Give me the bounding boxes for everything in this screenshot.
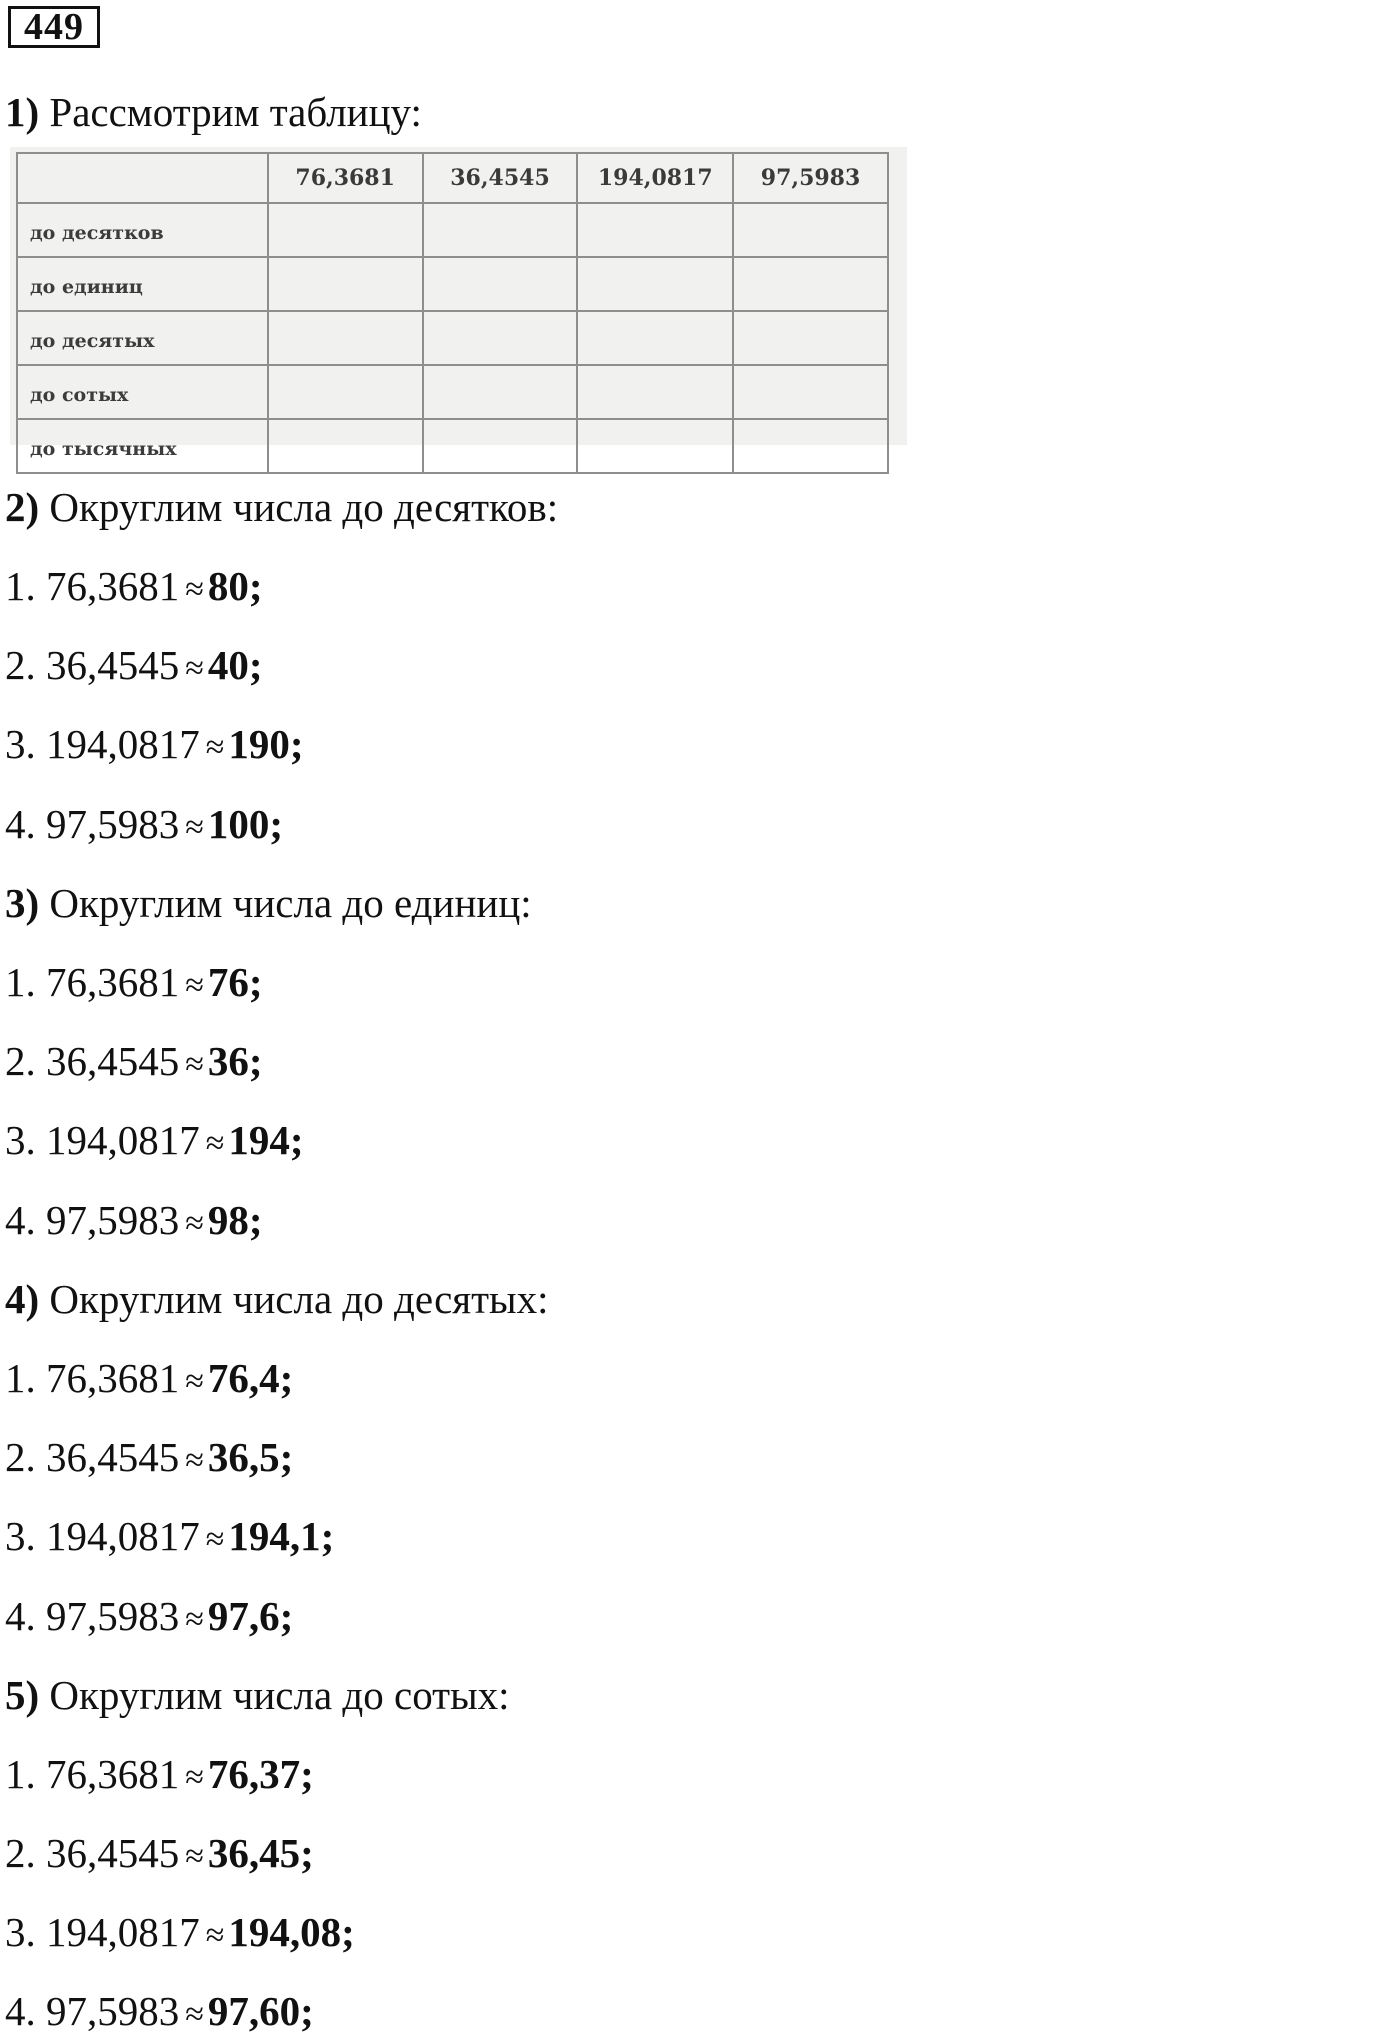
item-result: 194; xyxy=(228,1117,304,1163)
table-cell xyxy=(577,365,733,419)
approx-sign: ≈ xyxy=(205,1125,225,1162)
item-index: 1. xyxy=(5,563,36,609)
table-cell xyxy=(577,203,733,257)
approx-sign: ≈ xyxy=(185,809,204,846)
approx-sign: ≈ xyxy=(185,967,204,1004)
table-cell xyxy=(423,257,578,311)
item-index: 3. xyxy=(5,1117,36,1163)
item-result: 36; xyxy=(207,1038,263,1084)
section-number: 4) xyxy=(5,1276,40,1322)
intro-line xyxy=(5,88,422,136)
section-title xyxy=(5,483,558,531)
table-column-header: 97,5983 xyxy=(733,153,888,203)
item-result: 76,4; xyxy=(207,1355,294,1401)
table-cell xyxy=(577,311,733,365)
item-index: 2. xyxy=(5,1434,36,1480)
table-cell xyxy=(733,311,888,365)
table-column-header: 194,0817 xyxy=(577,153,733,203)
list-item xyxy=(5,958,263,1010)
table-row xyxy=(17,311,888,365)
list-item xyxy=(5,1592,293,1644)
item-source: 76,3681 xyxy=(46,563,180,609)
table-cell xyxy=(733,419,888,473)
item-source: 194,0817 xyxy=(46,1513,200,1559)
list-item xyxy=(5,1196,263,1248)
section-title-text: Округлим числа до единиц: xyxy=(39,880,532,926)
item-index: 3. xyxy=(5,1909,36,1955)
item-result: 36,5; xyxy=(207,1434,294,1480)
list-item xyxy=(5,641,263,693)
list-item xyxy=(5,1354,293,1406)
table-cell xyxy=(423,311,578,365)
item-result: 97,6; xyxy=(207,1593,294,1639)
section-title-text: Округлим числа до сотых: xyxy=(39,1672,510,1718)
list-item xyxy=(5,1512,334,1564)
item-index: 2. xyxy=(5,1038,36,1084)
list-item xyxy=(5,1987,314,2039)
section-title-text: Округлим числа до десятков: xyxy=(39,484,559,530)
section-title xyxy=(5,1275,549,1323)
item-result: 194,08; xyxy=(228,1909,355,1955)
table-row xyxy=(17,365,888,419)
table-cell xyxy=(423,203,578,257)
item-index: 1. xyxy=(5,959,36,1005)
approx-sign: ≈ xyxy=(185,571,204,608)
section-title xyxy=(5,1671,510,1719)
table-column-header: 36,4545 xyxy=(423,153,578,203)
table-row-label: до десятых xyxy=(17,311,268,365)
item-index: 4. xyxy=(5,1593,36,1639)
table-row-label: до десятков xyxy=(17,203,268,257)
item-result: 76; xyxy=(207,959,263,1005)
list-item xyxy=(5,1037,263,1089)
table-row-label: до сотых xyxy=(17,365,268,419)
approx-sign: ≈ xyxy=(185,1363,204,1400)
section-number: 2) xyxy=(5,484,40,530)
table-row-label: до единиц xyxy=(17,257,268,311)
section-number: 3) xyxy=(5,880,40,926)
list-item xyxy=(5,1829,314,1881)
table-cell xyxy=(268,257,423,311)
section-title xyxy=(5,879,532,927)
approx-sign: ≈ xyxy=(185,1442,204,1479)
item-source: 97,5983 xyxy=(46,801,180,847)
item-source: 194,0817 xyxy=(46,1117,200,1163)
list-item xyxy=(5,1433,293,1485)
list-item xyxy=(5,1908,355,1960)
item-source: 194,0817 xyxy=(46,1909,200,1955)
section-number: 5) xyxy=(5,1672,40,1718)
approx-sign: ≈ xyxy=(185,1601,204,1638)
table-cell xyxy=(577,257,733,311)
table-cell xyxy=(577,419,733,473)
table-cell xyxy=(733,203,888,257)
table-cell xyxy=(268,419,423,473)
item-index: 3. xyxy=(5,721,36,767)
item-source: 97,5983 xyxy=(46,1197,180,1243)
intro-text: Рассмотрим таблицу: xyxy=(39,89,422,135)
item-source: 76,3681 xyxy=(46,1751,180,1797)
item-index: 1. xyxy=(5,1751,36,1797)
table-cell xyxy=(423,365,578,419)
section-title-text: Округлим числа до десятых: xyxy=(39,1276,549,1322)
item-result: 194,1; xyxy=(228,1513,335,1559)
item-result: 97,60; xyxy=(207,1988,314,2034)
item-index: 4. xyxy=(5,1197,36,1243)
approx-sign: ≈ xyxy=(185,1838,204,1875)
item-result: 190; xyxy=(228,721,304,767)
approx-sign: ≈ xyxy=(205,729,225,766)
table-column-header: 76,3681 xyxy=(268,153,423,203)
table-cell xyxy=(268,365,423,419)
approx-sign: ≈ xyxy=(205,1521,225,1558)
item-source: 36,4545 xyxy=(46,1434,180,1480)
table-row xyxy=(17,203,888,257)
table-row-label: до тысячных xyxy=(17,419,268,473)
item-source: 76,3681 xyxy=(46,1355,180,1401)
approx-sign: ≈ xyxy=(205,1917,225,1954)
table-cell xyxy=(733,365,888,419)
item-index: 2. xyxy=(5,1830,36,1876)
item-source: 97,5983 xyxy=(46,1593,180,1639)
rounding-table xyxy=(16,152,889,474)
item-index: 1. xyxy=(5,1355,36,1401)
item-index: 4. xyxy=(5,1988,36,2034)
item-result: 76,37; xyxy=(207,1751,314,1797)
item-result: 80; xyxy=(207,563,263,609)
approx-sign: ≈ xyxy=(185,1046,204,1083)
item-source: 36,4545 xyxy=(46,1830,180,1876)
item-index: 4. xyxy=(5,801,36,847)
approx-sign: ≈ xyxy=(185,650,204,687)
item-source: 194,0817 xyxy=(46,721,200,767)
item-source: 36,4545 xyxy=(46,1038,180,1084)
list-item xyxy=(5,1750,314,1802)
list-item xyxy=(5,1116,304,1168)
item-source: 36,4545 xyxy=(46,642,180,688)
approx-sign: ≈ xyxy=(185,1205,204,1242)
approx-sign: ≈ xyxy=(185,1759,204,1796)
item-source: 76,3681 xyxy=(46,959,180,1005)
list-item xyxy=(5,562,263,614)
item-source: 97,5983 xyxy=(46,1988,180,2034)
approx-sign: ≈ xyxy=(185,1996,204,2033)
item-result: 100; xyxy=(207,801,284,847)
intro-number: 1) xyxy=(5,89,40,135)
item-result: 98; xyxy=(207,1197,263,1243)
item-result: 40; xyxy=(207,642,263,688)
table-header-row xyxy=(17,153,888,203)
rounding-table-image xyxy=(10,147,907,460)
table-corner-cell xyxy=(17,153,268,203)
table-row xyxy=(17,419,888,473)
table-row xyxy=(17,257,888,311)
table-cell xyxy=(423,419,578,473)
item-index: 3. xyxy=(5,1513,36,1559)
problem-number: 449 xyxy=(8,6,100,48)
list-item xyxy=(5,800,283,852)
table-cell xyxy=(733,257,888,311)
table-cell xyxy=(268,311,423,365)
table-cell xyxy=(268,203,423,257)
list-item xyxy=(5,720,304,772)
item-result: 36,45; xyxy=(207,1830,314,1876)
item-index: 2. xyxy=(5,642,36,688)
